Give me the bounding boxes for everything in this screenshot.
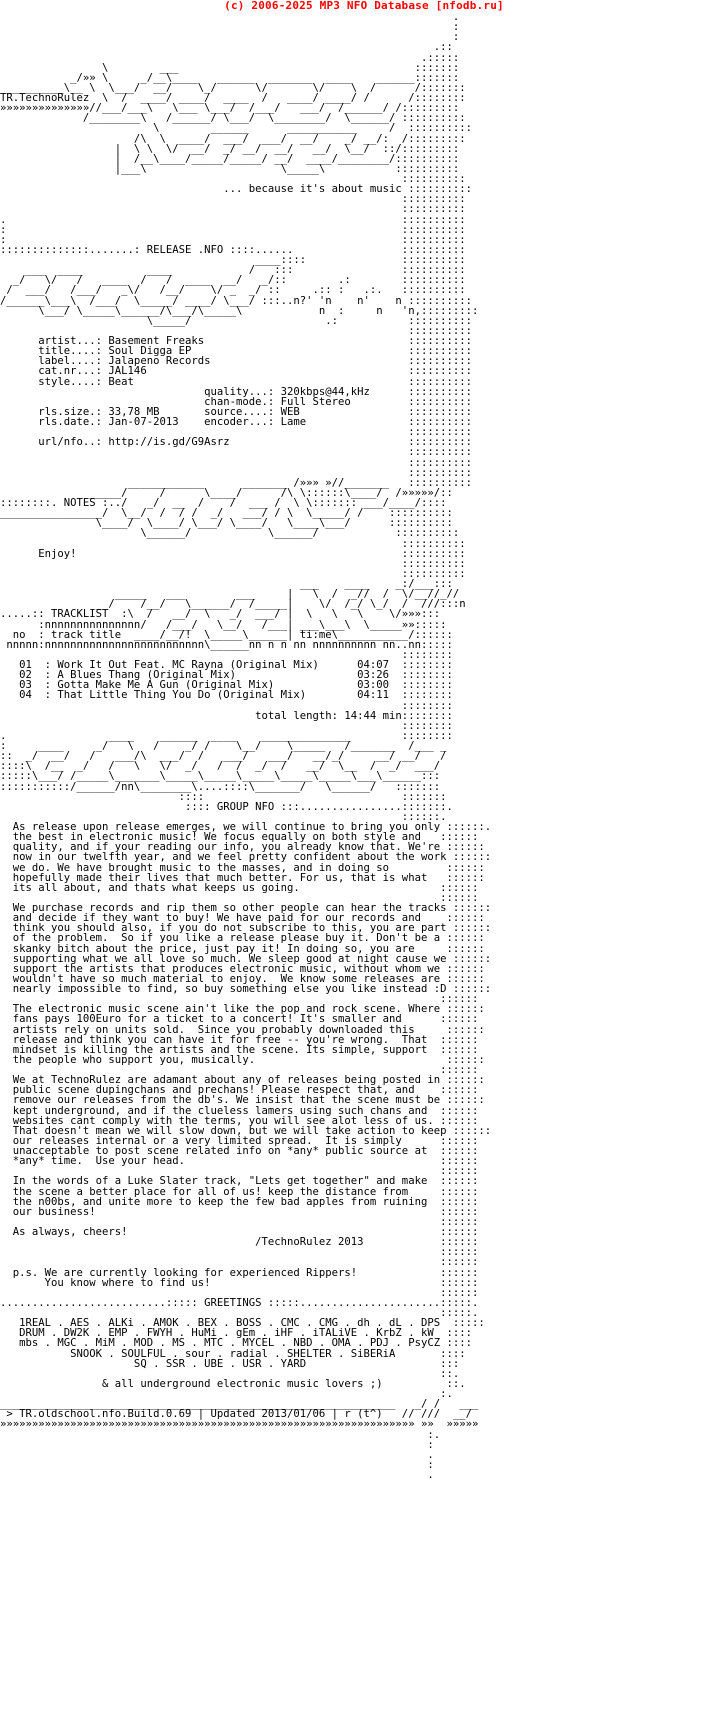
nfo-line: :::::::::: — [0, 426, 472, 439]
nfo-line: TR.TechnoRulez \ / ____/ ____/ ____ / ____/ ____/ / /:::::::: — [0, 92, 466, 104]
nfo-line: :. — [0, 1388, 453, 1400]
nfo-line: . — [0, 1469, 434, 1481]
nfo-line: _____ ___ ___ | \ / _// / \/__//_// — [0, 588, 460, 601]
nfo-line: : ____ _/ \ / _/ / \__/ \_____ /_______ /___ _ — [0, 740, 447, 752]
nfo-line: : — [0, 1458, 434, 1471]
nfo-line: \ ______ ___________ / :::::::::: — [0, 122, 472, 135]
nfo-line: fans pays 100Euro for a ticket to a concert! It's smaller and :::::: — [0, 1013, 479, 1026]
nfo-line: :::::::::: — [0, 173, 466, 185]
nfo-line: :::::::::: — [0, 324, 472, 337]
nfo-line: release and think you can have it for free -- you're wrong. That :::::: — [0, 1033, 479, 1046]
nfo-line: support the artists that produces electronic music, without whom we :::::: — [0, 962, 485, 975]
nfo-line: :nnnnnnnnnnnnnnn/ /___/ \__/ /___| ___\___\ \_____»»::::: — [0, 618, 447, 631]
nfo-line: We purchase records and rip them so other people can hear the tracks :::::: — [0, 902, 492, 914]
nfo-line: \____/ \____/ \___/ \____/ \____\___/ :::::::::: — [0, 517, 453, 530]
nfo-line: :::::::::: — [0, 203, 466, 216]
nfo-line: :::::: — [0, 1286, 479, 1299]
nfo-line: skanky bitch about the price, just pay it! In doing so, you are :::::: — [0, 942, 485, 955]
nfo-line: We at TechnoRulez are adamant about any of releases being posted in :::::: — [0, 1074, 485, 1087]
nfo-line: /________\ /______/ \___/ \________/ \______/ :::::::::: — [0, 112, 466, 125]
nfo-line: :::::::::: — [0, 193, 466, 206]
nfo-line: ________________/ \__/ / / / _/ ___/ / \ \_____/ / :::::::::: — [0, 507, 453, 520]
nfo-line: we do. We have brought music to the masses, and in doing so :::::: — [0, 861, 485, 874]
nfo-line: the n00bs, and unite more to keep the few bad apples from ruining :::::: — [0, 1195, 479, 1208]
nfo-line: :::::: — [0, 1246, 479, 1259]
nfo-line: :::::::::: — [0, 557, 466, 570]
nfo-line: SQ . SSR . UBE . USR . YARD ::: — [0, 1357, 460, 1370]
nfo-line: __/ /__/ \______/ /_____| \/ /_/ \_/ / ///:::n — [0, 598, 466, 611]
nfo-line: 01 : Work It Out Feat. MC Rayna (Original Mix) 04:07 :::::::: — [0, 659, 453, 671]
nfo-line: nearly impossible to find, so buy something else you like instead :D :::::: — [0, 983, 492, 995]
nfo-line: its all about, and thats what keeps us going. :::::: — [0, 881, 479, 894]
nfo-line: |___\ \_____\ :::::::::: — [0, 162, 460, 175]
nfo-line: total length: 14:44 min:::::::: — [0, 709, 453, 722]
nfo-line: :::: GROUP NFO :::................:::::::. — [0, 800, 453, 813]
nfo-line: :::::::::: — [0, 567, 466, 580]
nfo-line: rls.size.: 33,78 MB source....: WEB :::::::::: — [0, 405, 472, 418]
nfo-line: kept underground, and if the clueless lamers using such chans and :::::: — [0, 1104, 479, 1117]
nfo-line: ___ ____ ____ / ::: :::::::::: — [0, 264, 466, 277]
nfo-line: / ___/ /___/ _\/ /__/ \/ _ _/ :: .:: : .:. :::::::::: — [0, 284, 466, 297]
nfo-line: cat.nr...: JAL146 :::::::::: — [0, 365, 472, 378]
nfo-line: /______\___\ /___/ \_____/ ____/ \___/ :::..n?' 'n n' n :::::::::: — [0, 294, 472, 307]
nfo-line: style....: Beat :::::::::: — [0, 375, 472, 388]
nfo-line: the best in electronic music! We focus equally on both style and :::::: — [0, 831, 479, 844]
nfo-line: :::::: — [0, 1165, 479, 1178]
nfo-line: 02 : A Blues Thang (Original Mix) 03:26 :::::::: — [0, 669, 453, 682]
nfo-line: :::::::: — [0, 699, 453, 712]
nfo-line: : — [0, 21, 460, 34]
nfo-line: our releases internal or a very limited spread. It is simply :::::: — [0, 1134, 479, 1147]
nfo-line: and decide if they want to buy! We have paid for our records and :::::: — [0, 912, 485, 925]
nfo-line: artist...: Basement Freaks :::::::::: — [0, 335, 472, 347]
nfo-line: /TechnoRulez 2013 :::::: — [0, 1236, 479, 1249]
nfo-line: :::::::::::/______/nn\________\....::::\_______/ \______/ ::::::: — [0, 780, 441, 793]
nfo-line: 04 : That Little Thing You Do (Original Mix) 04:11 :::::::: — [0, 689, 453, 702]
nfo-line: wouldn't have so much material to enjoy. We know some releases are :::::: — [0, 972, 485, 985]
nfo-line: .::::: — [0, 51, 460, 64]
nfo-line: . ____ ______ ____ ______________ :::::::: — [0, 729, 453, 742]
nfo-line: nnnnn:nnnnnnnnnnnnnnnnnnnnnnnnn\______nn n n nn nnnnnnnnnn nn..nn::::: — [0, 638, 453, 651]
nfo-line: mbs . MGC . MiM . MOD . MS . MTC . MYCEL . NBD . OMA . PDJ . PsyCZ :::: — [0, 1337, 472, 1350]
nfo-line: ::::\ /__ _/ / \ \/ _/ / / _/ / __/ \__ / _/ ___/ — [0, 760, 441, 773]
nfo-line: ::. — [0, 1367, 460, 1380]
nfo-line: :: _/ __/ / ___/\ ___/ / ___/ ___/ __/_/ __/ __/ / — [0, 750, 447, 763]
nfo-line: p.s. We are currently looking for experienced Rippers! :::::: — [0, 1266, 479, 1279]
nfo-line: the scene a better place for all of us! keep the distance from :::::: — [0, 1185, 479, 1198]
nfo-line: :. — [0, 1428, 441, 1441]
nfo-line: :::::::::: — [0, 537, 466, 550]
nfo-line: ::::::::. NOTES :../ _/ __ / / ___ / \ \::::::: ___/____/:::: — [0, 497, 447, 509]
nfo-line: ______________________________________________________________ _/ / ___ — [0, 1398, 479, 1411]
nfo-line: & all underground electronic music lovers ;) ::. — [0, 1377, 466, 1390]
nfo-line: :::::. — [0, 1307, 479, 1319]
nfo-line: chan-mode.: Full Stereo :::::::::: — [0, 395, 472, 408]
nfo-line: »»»»»»»»»»»»»»//___/___\ \___ \___/ /___/ ___/ /______/ /::::::::: — [0, 102, 460, 115]
nfo-line: url/nfo..: http://is.gd/G9Asrz :::::::::: — [0, 436, 472, 449]
nfo-line: 1REAL . AES . ALKi . AMOK . BEX . BOSS . CMC . CMG . dh . dL . DPS ::::: — [0, 1317, 485, 1330]
nfo-line: quality...: 320kbps@44,kHz :::::::::: — [0, 385, 472, 398]
nfo-line: As always, cheers! :::::: — [0, 1226, 479, 1238]
nfo-line: > TR.oldschool.nfo.Build.0.69 | Updated 2013/01/06 | r (t^) // /// __/ — [0, 1408, 472, 1421]
nfo-line: ::::::::::::::.......: RELEASE .NFO ::::...... :::::::::: — [0, 243, 466, 256]
nfo-line: .:: — [0, 41, 453, 54]
nfo-line: __________\__ \ \___/ __/ \_/ \/ \/ \ / /::::::: — [0, 81, 466, 94]
nfo-line: /\ \ ____/ ___/ ___/ __/ _/ __/: /::::::::: — [0, 132, 466, 145]
nfo-line: . — [0, 12, 460, 23]
nfo-line: the people who support you, musically. :::::: — [0, 1053, 485, 1066]
nfo-line: You know where to find us! :::::: — [0, 1276, 479, 1289]
nfo-line: _/ \/ / ____ / / ____ __/ _/:: .: :::::::::: — [0, 274, 466, 287]
nfo-line: | /__\____/_____/_____/ __/ ____/________/:::::::::: — [0, 152, 460, 165]
nfo-line: : — [0, 1438, 434, 1451]
nfo-line: supporting what we all love so much. We sleep good at night cause we :::::: — [0, 952, 492, 965]
site-header: (c) 2006-2025 MP3 NFO Database [nfodb.ru] — [224, 0, 504, 12]
nfo-line: ___ ____ _:/___::: — [0, 578, 453, 590]
nfo-line: no : track title ____/__/! \_____\______| ti:me\___________/:::::: — [0, 628, 453, 641]
nfo-line: \ ___ ::::::: — [0, 61, 460, 74]
nfo-line: The electronic music scene ain't like the pop and rock scene. Where :::::: — [0, 1003, 485, 1016]
nfo-line: think you should also, if you do not subscribe to this, you are part :::::: — [0, 922, 492, 935]
nfo-line: : :::::::::: — [0, 233, 466, 246]
nfo-line: rls.date.: Jan-07-2013 encoder...: Lame :::::::::: — [0, 416, 472, 428]
nfo-line: : — [0, 31, 460, 44]
nfo-line: ..........................::::: GREETINGS :::::......................:::::. — [0, 1296, 479, 1309]
nfo-line: *any* time. Use your head. :::::: — [0, 1155, 479, 1168]
nfo-line: public scene dupingchans and prechans! Please respect that, and :::::: — [0, 1084, 479, 1097]
nfo-line: _/»» \ _/__\____ ______ _______ ____ ______::::::: — [0, 71, 460, 84]
nfo-line: ____________ _______ /»»» »//_______ :::::::::: — [0, 476, 472, 489]
nfo-line: As release upon release emerges, we will continue to bring you only ::::::. — [0, 821, 492, 833]
nfo-line: of the problem. So if you like a release please buy it. Don't be a :::::: — [0, 932, 485, 945]
nfo-line: . :::::::::: — [0, 213, 466, 226]
nfo-line: | \ \ \/ __/ _/ __/ __/ __/ \__/ ::/::::::::: — [0, 142, 460, 155]
nfo-line: :::::\___/ /_____\_______\_____\_____\_____\_____\_____\___\______::: — [0, 770, 441, 783]
nfo-line: :::::: — [0, 1215, 479, 1228]
nfo-line: hopefully made their lives that much better. For us, that is what :::::: — [0, 871, 485, 884]
nfo-line: :::::::: — [0, 719, 453, 732]
nfo-line: That doesn't mean we will slow down, but we will take action to keep :::::: — [0, 1124, 492, 1137]
nfo-text — [0, 12, 728, 1716]
nfo-line: :::::: — [0, 891, 479, 904]
nfo-line: _____/ / \____/ /\ \::::::\____/ /»»»»»/:: — [0, 486, 453, 499]
nfo-line: :::::::::: — [0, 466, 472, 479]
nfo-line: 03 : Gotta Make Me A Gun (Original Mix) 03:00 :::::::: — [0, 679, 453, 692]
nfo-line: quality, and if your reading our info, you already know that. We're :::::: — [0, 841, 485, 854]
nfo-line: :::::: — [0, 993, 479, 1006]
nfo-line: ____:::: :::::::::: — [0, 254, 466, 266]
nfo-line: remove our releases from the db's. We insist that the scene must be :::::: — [0, 1094, 485, 1107]
nfo-line: artists rely on units sold. Since you probably downloaded this :::::: — [0, 1023, 485, 1036]
nfo-line: :::::::::: — [0, 456, 472, 469]
nfo-line: :::::: — [0, 1064, 479, 1076]
nfo-line: label....: Jalapeno Records :::::::::: — [0, 355, 472, 368]
nfo-line: : :::::::::: — [0, 223, 466, 236]
nfo-line: ... because it's about music :::::::::: — [0, 183, 472, 196]
nfo-line: :::::::::: — [0, 446, 472, 459]
nfo-line: \______/ \______/ :::::::::: — [0, 527, 460, 540]
nfo-line: now in our twelfth year, and we feel pretty confident about the work :::::: — [0, 851, 492, 864]
nfo-line: our business! :::::: — [0, 1205, 479, 1218]
nfo-line: In the words of a Luke Slater track, "Lets get together" and make :::::: — [0, 1175, 479, 1188]
nfo-line: :::: ::::::: — [0, 790, 447, 803]
nfo-line: \___/ \_____\______/\___/\_____\ n : n 'n,::::::::: — [0, 304, 479, 317]
nfo-line: websites cant comply with the terms, you will see alot less of us. :::::: — [0, 1114, 479, 1127]
nfo-line: »»»»»»»»»»»»»»»»»»»»»»»»»»»»»»»»»»»»»»»»»»»»»»»»»»»»»»»»»»»»»»»»» »» »»»»» — [0, 1418, 479, 1431]
nfo-line: title....: Soul Digga EP :::::::::: — [0, 345, 472, 358]
nfo-line: SNOOK . SOULFUL . sour . radial . SHELTER . SiBERiA :::: — [0, 1347, 466, 1360]
nfo-line: :::::::: — [0, 648, 453, 661]
nfo-line: unacceptable to post scene related info on *any* public source at :::::: — [0, 1145, 479, 1157]
nfo-line: . — [0, 1448, 434, 1461]
nfo-line: \_____/ .: :::::::::: — [0, 314, 472, 327]
nfo-line: .....:: TRACKLIST :\ / __/ \ _/ ___/ | \ \ \ \/»»»::: — [0, 608, 441, 621]
nfo-line: Enjoy! :::::::::: — [0, 547, 466, 560]
nfo-line: mindset is killing the artists and the scene. Its simple, support :::::: — [0, 1043, 479, 1056]
nfo-line: ::::::. — [0, 810, 447, 823]
nfo-line: :::::: — [0, 1256, 479, 1269]
nfo-line: DRUM . DW2K . EMP . FWYH . HuMi . gEm . iHF . iTALiVE . KrbZ . kW :::: — [0, 1327, 472, 1340]
